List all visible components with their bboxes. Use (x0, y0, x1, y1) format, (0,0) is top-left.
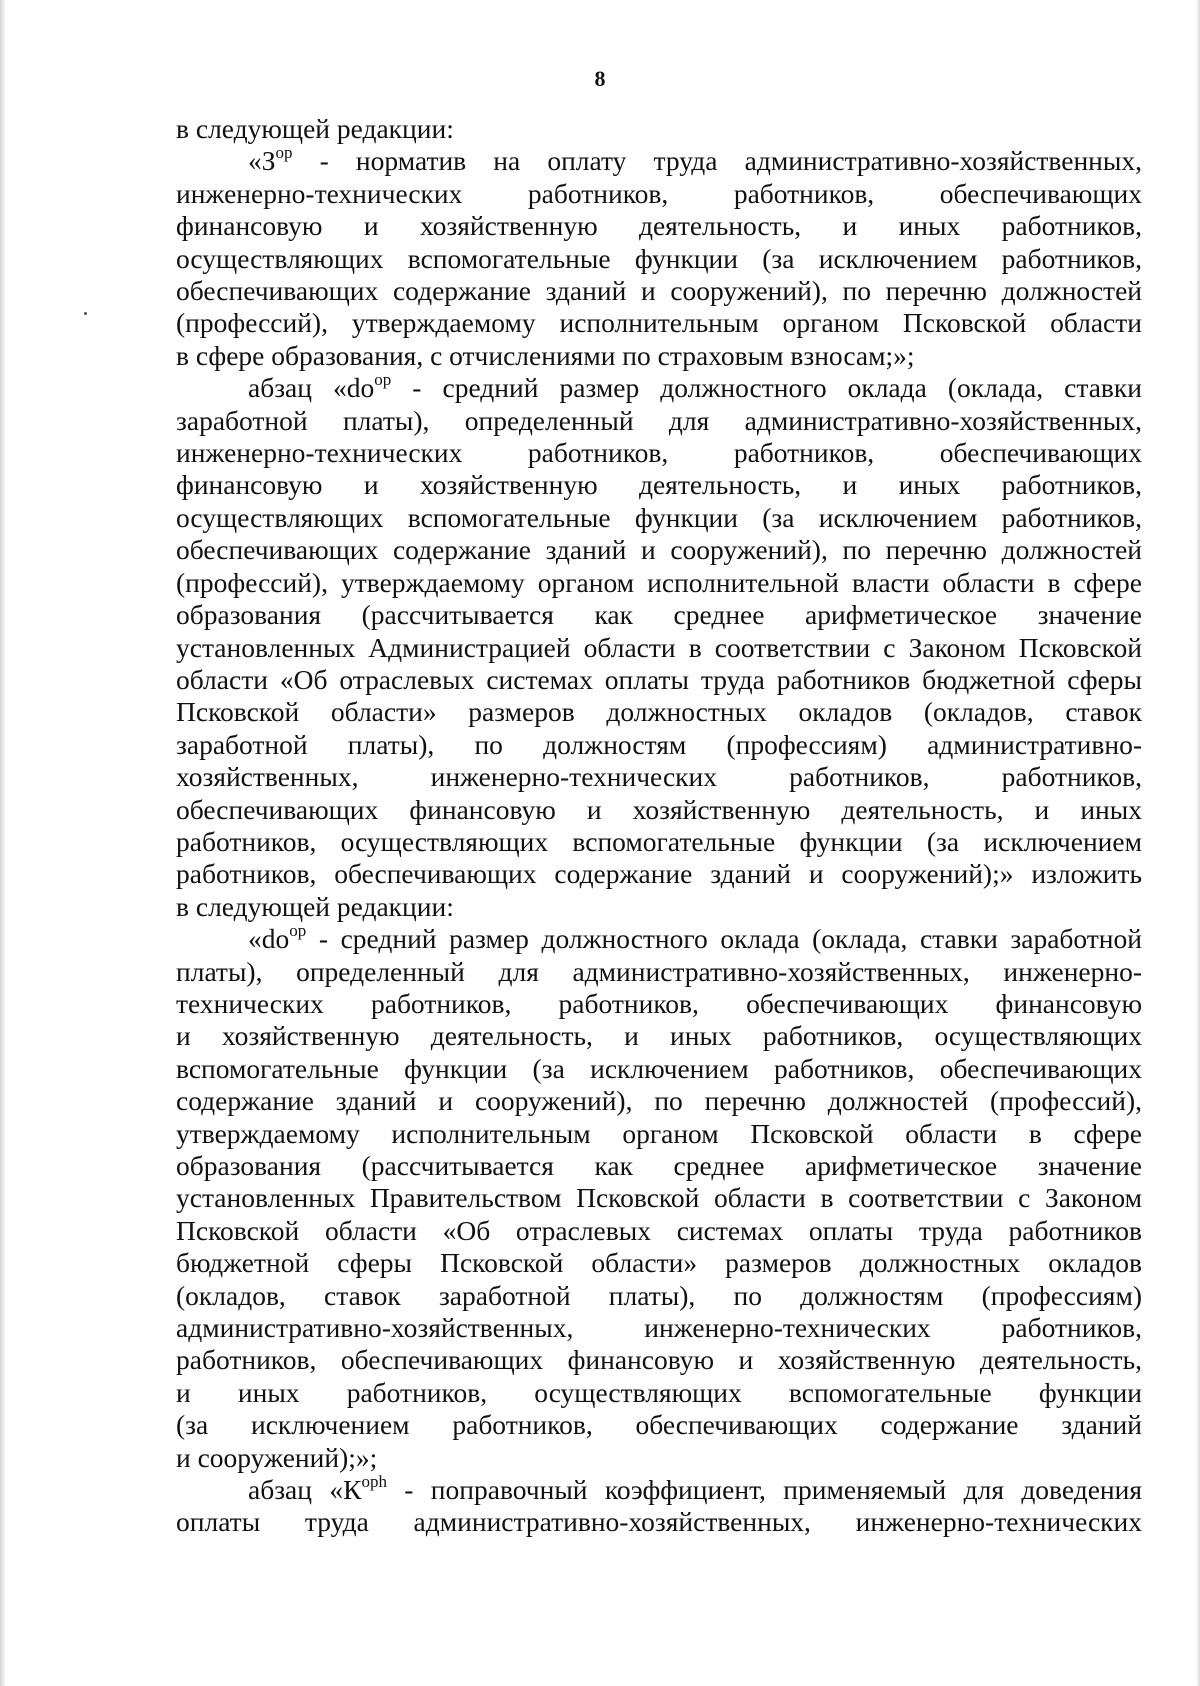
text-line: в следующей редакции: (176, 113, 454, 144)
text-line: образования (рассчитывается как среднее арифметическое значение (176, 1150, 1142, 1181)
paragraph (176, 923, 1142, 1474)
text-run: - поправочный коэффициент, применяемый для доведения (386, 1474, 1143, 1506)
paragraph (176, 113, 1142, 145)
text-run: «dо (248, 923, 290, 955)
document-body (176, 113, 1142, 1539)
text-line: образования (рассчитывается как среднее арифметическое значение (176, 599, 1142, 631)
text-line: области «Об отраслевых системах оплаты труда работников бюджетной сферы (176, 663, 1142, 695)
text-line (176, 372, 1142, 404)
text-line (176, 923, 1142, 955)
text-line: (профессий), утверждаемому исполнительным органом Псковской области (176, 307, 1142, 339)
text-line: и сооружений);»; (176, 1441, 378, 1473)
text-run: - норматив на оплату труда административно-хозяйственных, (292, 145, 1142, 177)
text-line (176, 1471, 1143, 1506)
text-line: обеспечивающих содержание зданий и сооружений), по перечню должностей (176, 275, 1142, 307)
text-line: (профессий), утверждаемому органом исполнительной власти области в сфере (176, 566, 1142, 598)
paragraph (176, 1471, 1143, 1539)
text-line (176, 145, 1142, 177)
text-run: - средний размер должностного оклада (оклада, ставки (391, 372, 1142, 404)
text-line: осуществляющих вспомогательные функции (за исключением работников, (176, 501, 1142, 533)
text-line: технических работников, работников, обеспечивающих финансовую (176, 987, 1142, 1019)
superscript: ор (289, 921, 307, 940)
scan-edge-right (1196, 0, 1200, 1686)
text-line: заработной платы), определенный для административно-хозяйственных, (176, 404, 1142, 436)
superscript: ор (275, 143, 293, 163)
text-line: в сфере образования, с отчислениями по страховым взносам;»; (176, 339, 915, 371)
text-line: финансовую и хозяйственную деятельность, и иных работников, (176, 210, 1142, 242)
text-line: содержание зданий и сооружений), по перечню должностей (профессий), (176, 1085, 1142, 1117)
text-line: платы), определенный для административно-хозяйственных, инженерно- (176, 955, 1142, 987)
text-line: работников, осуществляющих вспомогательные функции (за исключением (176, 825, 1142, 857)
text-run: - средний размер должностного оклада (оклада, ставки заработной (306, 923, 1142, 955)
text-line: (окладов, ставок заработной платы), по должностям (профессиям) (176, 1279, 1142, 1311)
text-line: (за исключением работников, обеспечивающих содержание зданий (176, 1409, 1142, 1441)
scan-edge-left (0, 0, 6, 1686)
text-run: абзац «dо (248, 372, 375, 404)
text-line: вспомогательные функции (за исключением работников, обеспечивающих (176, 1052, 1142, 1084)
text-line: Псковской области» размеров должностных окладов (окладов, ставок (176, 696, 1142, 728)
text-run: «З (248, 145, 276, 177)
text-line: и хозяйственную деятельность, и иных работников, осуществляющих (176, 1020, 1142, 1052)
text-line: установленных Правительством Псковской области в соответствии с Законом (176, 1182, 1142, 1214)
text-line: инженерно-технических работников, работников, обеспечивающих (176, 437, 1142, 469)
text-run: абзац «К (248, 1474, 362, 1506)
paragraph (176, 145, 1142, 372)
text-line: бюджетной сферы Псковской области» размеров должностных окладов (176, 1247, 1142, 1279)
text-line: в следующей редакции: (176, 890, 454, 922)
text-line: работников, обеспечивающих содержание зданий и сооружений);» изложить (176, 858, 1142, 890)
text-line: административно-хозяйственных, инженерно-технических работников, (176, 1312, 1142, 1344)
text-line: утверждаемому исполнительным органом Псковской области в сфере (176, 1117, 1142, 1149)
text-line: и иных работников, осуществляющих вспомогательные функции (176, 1376, 1142, 1408)
text-line: Псковской области «Об отраслевых системах оплаты труда работников (176, 1214, 1142, 1246)
text-line: установленных Администрацией области в соответствии с Законом Псковской (176, 631, 1142, 663)
text-line: работников, обеспечивающих финансовую и хозяйственную деятельность, (176, 1344, 1142, 1376)
superscript: орh (361, 1471, 387, 1491)
text-line: оплаты труда административно-хозяйственных, инженерно-технических (176, 1506, 1142, 1538)
paragraph (176, 372, 1142, 923)
superscript: ор (374, 370, 392, 390)
scan-speck (84, 312, 87, 315)
text-line: хозяйственных, инженерно-технических работников, работников, (176, 761, 1142, 793)
text-line: финансовую и хозяйственную деятельность, и иных работников, (176, 469, 1142, 501)
text-line: обеспечивающих финансовую и хозяйственную деятельность, и иных (176, 793, 1142, 825)
text-line: заработной платы), по должностям (профессиям) административно- (176, 728, 1142, 760)
text-line: осуществляющих вспомогательные функции (за исключением работников, (176, 242, 1142, 274)
text-line: инженерно-технических работников, работников, обеспечивающих (176, 177, 1142, 209)
text-line: обеспечивающих содержание зданий и сооружений), по перечню должностей (176, 534, 1142, 566)
page-number: 8 (594, 66, 606, 91)
